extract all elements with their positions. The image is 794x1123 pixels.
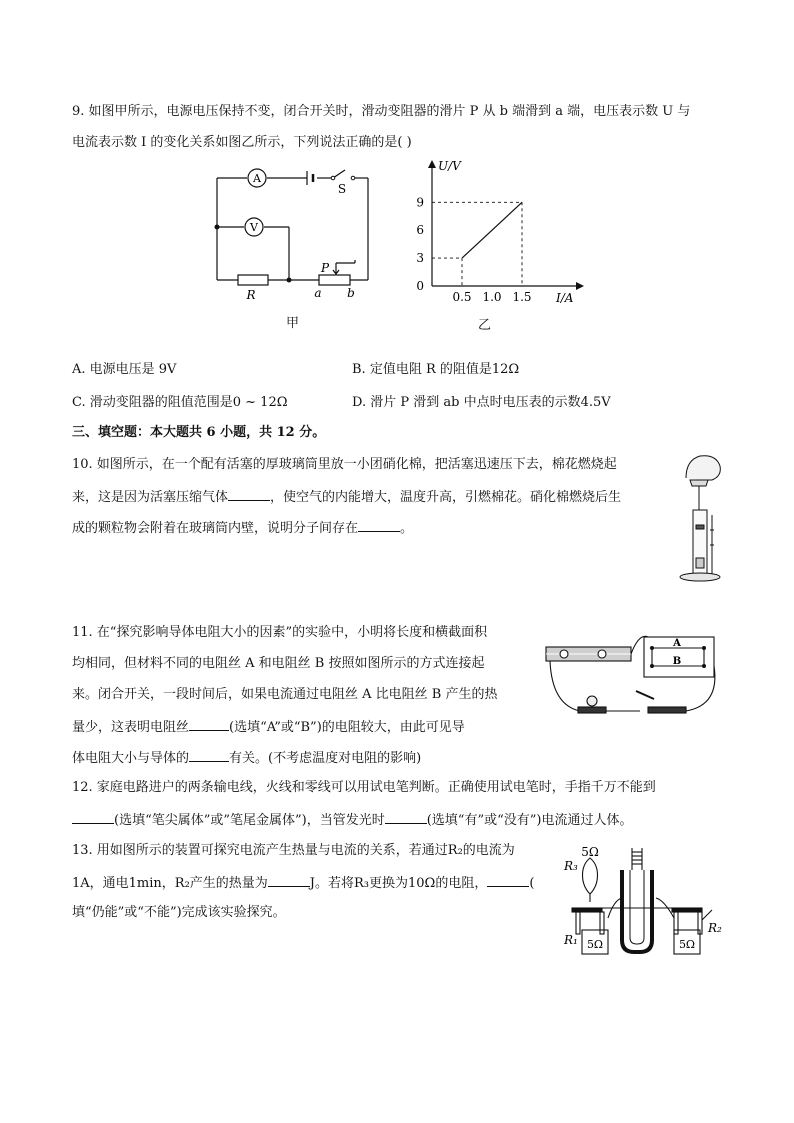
q11-line5 bbox=[72, 747, 421, 769]
q12-blank-1[interactable] bbox=[72, 809, 114, 824]
section-heading: 三、填空题：本大题共 6 小题，共 12 分。 bbox=[72, 425, 326, 440]
q11-line2: 均相同，但材料不同的电阻丝 A 和电阻丝 B 按照如图所示的方式连接起 bbox=[72, 656, 485, 671]
q13-text-2b: J。若将R₃更换为10Ω的电阻， bbox=[309, 876, 488, 891]
q11-text-4a: 量少，这表明电阻丝 bbox=[72, 720, 190, 735]
y-tick-label: 9 bbox=[416, 195, 424, 210]
end-b-label: b bbox=[347, 286, 355, 300]
q10-line2 bbox=[72, 486, 621, 508]
q10-text-3b: 。 bbox=[400, 521, 414, 536]
graph-caption: 乙 bbox=[478, 318, 492, 333]
q9-line1: 9. 如图甲所示，电源电压保持不变，闭合开关时，滑动变阻器的滑片 P 从 b 端滑到 a 端，电压表示数 U 与 bbox=[72, 104, 691, 119]
q9-line2: 电流表示数 I 的变化关系如图乙所示，下列说法正确的是( ) bbox=[72, 135, 412, 150]
q11-line4 bbox=[72, 716, 465, 738]
q9-option-c: C. 滑动变阻器的阻值范围是0 ~ 12Ω bbox=[72, 395, 288, 410]
x-tick-label: 1.0 bbox=[482, 290, 502, 304]
q12-blank-2[interactable] bbox=[385, 809, 427, 824]
end-a-label: a bbox=[314, 286, 322, 300]
q13-line1: 13. 用如图所示的装置可探究电流产生热量与电流的关系，若通过R₂的电流为 bbox=[72, 843, 515, 858]
q11-line1: 11. 在“探究影响导体电阻大小的因素”的实验中，小明将长度和横截面积 bbox=[72, 625, 488, 640]
q9-option-d: D. 滑片 P 滑到 ab 中点时电压表的示数4.5V bbox=[352, 395, 611, 410]
circuit-caption: 甲 bbox=[286, 316, 300, 331]
q13-line2 bbox=[72, 872, 534, 894]
q13-blank-1[interactable] bbox=[268, 872, 310, 887]
y-axis-label: U/V bbox=[438, 159, 461, 173]
piston-cylinder-figure bbox=[672, 450, 732, 585]
q10-blank-2[interactable] bbox=[358, 517, 400, 532]
top-resistor-value: 5Ω bbox=[581, 845, 599, 859]
q11-line3: 来。闭合开关，一段时间后，如果电流通过电阻丝 A 比电阻丝 B 产生的热 bbox=[72, 687, 498, 702]
q10-blank-1[interactable] bbox=[228, 486, 270, 501]
right-resistor-value: 5Ω bbox=[678, 938, 696, 951]
data-line bbox=[462, 202, 522, 258]
q13-text-2c: ( bbox=[529, 876, 535, 891]
resistor-label: R bbox=[246, 288, 256, 302]
q11-text-5b: 有关。(不考虑温度对电阻的影响) bbox=[229, 751, 422, 766]
q9-option-b: B. 定值电阻 R 的阻值是12Ω bbox=[352, 362, 520, 377]
q12-text-2b: (选填“有”或“没有”)电流通过人体。 bbox=[426, 813, 633, 828]
wire-b-label: B bbox=[672, 656, 682, 667]
ammeter-label: A bbox=[253, 172, 261, 185]
joule-heat-apparatus bbox=[562, 840, 732, 965]
q13-line3: 填“仍能”或“不能”)完成该实验探究。 bbox=[72, 905, 286, 920]
q10-text-2b: ，使空气的内能增大，温度升高，引燃棉花。硝化棉燃烧后生 bbox=[270, 490, 622, 505]
wire-a-label: A bbox=[673, 638, 681, 649]
slider-label: P bbox=[320, 261, 330, 275]
r1-label: R₁ bbox=[564, 933, 578, 947]
resistance-wire-apparatus bbox=[544, 625, 722, 720]
x-axis-arrow bbox=[576, 282, 584, 290]
r2-label: R₂ bbox=[708, 921, 722, 935]
switch-label: S bbox=[337, 182, 347, 196]
q12-text-2a: (选填“笔尖属体”或”笔尾金属体”)，当管发光时 bbox=[114, 813, 385, 828]
y-axis-arrow bbox=[428, 160, 436, 168]
x-tick-label: 1.5 bbox=[512, 290, 532, 304]
q10-text-2a: 来，这是因为活塞压缩气体 bbox=[72, 490, 229, 505]
x-tick-label: 0.5 bbox=[452, 290, 472, 304]
q12-line2 bbox=[72, 809, 632, 831]
q9-option-a: A. 电源电压是 9V bbox=[72, 362, 177, 377]
y-tick-label: 3 bbox=[416, 251, 424, 266]
q11-text-4b: (选填“A”或“B”)的电阻较大，由此可见导 bbox=[229, 720, 465, 735]
r3-label: R₃ bbox=[564, 859, 578, 873]
q12-line1: 12. 家庭电路进户的两条输电线，火线和零线可以用试电笔判断。正确使用试电笔时，手指千万不能到 bbox=[72, 780, 656, 795]
q11-blank-1[interactable] bbox=[189, 716, 229, 731]
voltmeter-label: V bbox=[250, 221, 258, 234]
x-axis-label: I/A bbox=[556, 291, 574, 305]
q11-blank-2[interactable] bbox=[189, 747, 229, 762]
q13-blank-2[interactable] bbox=[487, 872, 529, 887]
y-tick-label: 0 bbox=[416, 279, 424, 293]
left-resistor-value: 5Ω bbox=[586, 938, 604, 951]
circuit-diagram bbox=[205, 160, 385, 310]
q13-text-2a: 1A，通电1min，R₂产生的热量为 bbox=[72, 876, 268, 891]
q10-line3 bbox=[72, 517, 413, 539]
q11-text-5a: 体电阻大小与导体的 bbox=[72, 751, 190, 766]
q10-text-3a: 成的颗粒物会附着在玻璃筒内壁，说明分子间存在 bbox=[72, 521, 359, 536]
u-i-chart bbox=[410, 152, 590, 312]
y-tick-label: 6 bbox=[416, 223, 424, 238]
q10-line1: 10. 如图所示，在一个配有活塞的厚玻璃筒里放一小团硝化棉，把活塞迅速压下去，棉花燃烧起 bbox=[72, 457, 617, 472]
